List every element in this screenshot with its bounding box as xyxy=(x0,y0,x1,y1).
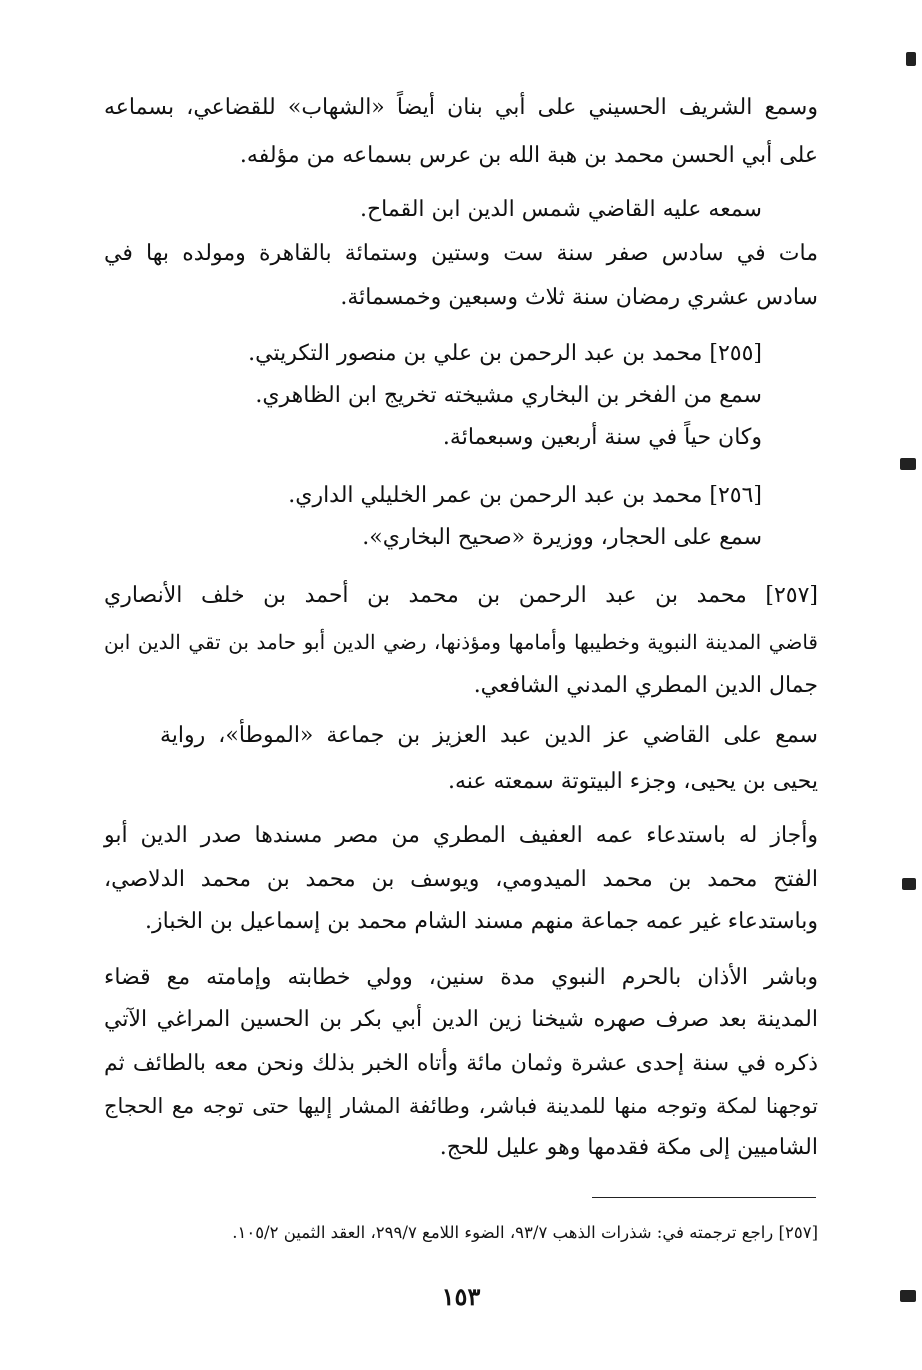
text-line: سمع على القاضي عز الدين عبد العزيز بن جماعة «الموطأ»، رواية xyxy=(160,723,818,748)
entry-heading: [٢٥٥] محمد بن عبد الرحمن بن علي بن منصور التكريتي. xyxy=(248,341,762,366)
text-line: وأجاز له باستدعاء عمه العفيف المطري من مصر مسندها صدر الدين أبو xyxy=(104,823,818,848)
text-line: سمعه عليه القاضي شمس الدين ابن القماح. xyxy=(359,197,762,222)
text-line: مات في سادس صفر سنة ست وستين وستمائة بالقاهرة ومولده بها في xyxy=(104,241,818,266)
text-line: وباستدعاء غير عمه جماعة منهم مسند الشام محمد بن إسماعيل بن الخباز. xyxy=(145,909,818,934)
text-line: سادس عشري رمضان سنة ثلاث وسبعين وخمسمائة. xyxy=(340,285,818,310)
text-line: وكان حياً في سنة أربعين وسبعمائة. xyxy=(442,425,762,450)
text-line: سمع من الفخر بن البخاري مشيخته تخريج ابن الظاهري. xyxy=(255,383,762,408)
text-line: وباشر الأذان بالحرم النبوي مدة سنين، وولي خطابته وإمامته مع قضاء xyxy=(104,965,818,990)
scan-speck xyxy=(900,458,916,470)
text-line: المدينة بعد صرف صهره شيخنا زين الدين أبي بكر بن الحسين المراغي الآتي xyxy=(104,1007,818,1032)
text-line: ذكره في سنة إحدى عشرة وثمان مائة وأتاه الخبر بذلك ونحن معه بالطائف ثم xyxy=(104,1051,818,1076)
scan-speck xyxy=(900,1290,916,1302)
entry-heading: [٢٥٧] محمد بن عبد الرحمن بن محمد بن أحمد بن خلف الأنصاري xyxy=(104,583,818,608)
scan-speck xyxy=(906,52,916,66)
text-line: قاضي المدينة النبوية وخطيبها وأمامها ومؤذنها، رضي الدين أبو حامد بن تقي الدين ابن xyxy=(104,630,818,654)
text-line: سمع على الحجار، ووزيرة «صحيح البخاري». xyxy=(362,525,762,550)
scan-speck xyxy=(902,878,916,890)
footnote: [٢٥٧] راجع ترجمته في: شذرات الذهب ٩٣/٧، الضوء اللامع ٢٩٩/٧، العقد الثمين ١٠٥/٢. xyxy=(232,1223,818,1242)
text-line: يحيى بن يحيى، وجزء البيتوتة سمعته عنه. xyxy=(447,769,818,794)
text-line: على أبي الحسن محمد بن هبة الله بن عرس بسماعه من مؤلفه. xyxy=(239,143,818,168)
text-line: الفتح محمد بن محمد الميدومي، ويوسف بن محمد بن محمد الدلاصي، xyxy=(104,867,818,892)
footnote-divider xyxy=(592,1197,816,1198)
text-line: جمال الدين المطري المدني الشافعي. xyxy=(473,673,818,698)
text-line: توجهنا لمكة وتوجه منها للمدينة فباشر، وطائفة المشار إليها حتى توجه مع الحجاج xyxy=(104,1094,818,1118)
text-line: الشاميين إلى مكة فقدمها وهو عليل للحج. xyxy=(439,1135,818,1160)
text-line: وسمع الشريف الحسيني على أبي بنان أيضاً «الشهاب» للقضاعي، بسماعه xyxy=(104,95,818,120)
entry-heading: [٢٥٦] محمد بن عبد الرحمن بن عمر الخليلي الداري. xyxy=(288,483,762,508)
page-number: ١٥٣ xyxy=(441,1282,481,1311)
